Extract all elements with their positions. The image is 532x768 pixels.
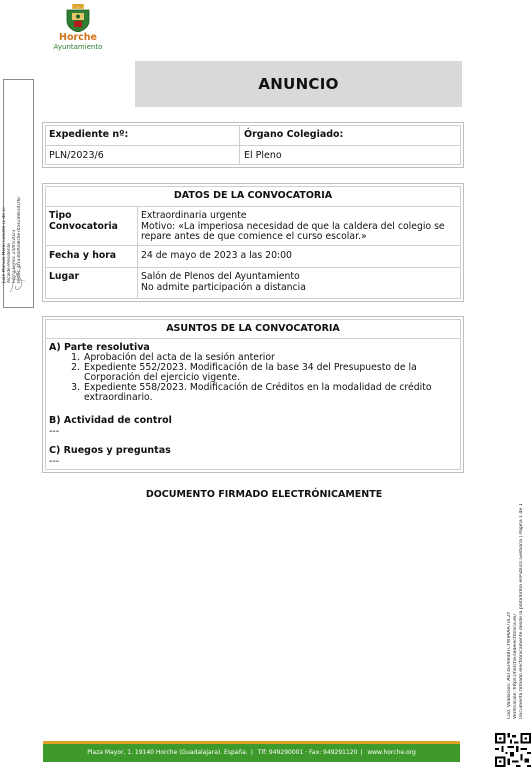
lugar-label: Lugar (49, 271, 80, 282)
tipo-label: Tipo Convocatoria (49, 210, 118, 232)
page-title: ANUNCIO (135, 61, 462, 107)
handwritten-signature (4, 258, 30, 296)
logo-subtitle: Ayuntamiento (53, 43, 103, 51)
ruegos-preguntas-title: C) Ruegos y preguntas (49, 445, 171, 456)
list-item: 1. Aprobación del acta de la sesión anterior (83, 353, 473, 363)
signature-line: Alcalde-Presidente (7, 243, 12, 283)
signature-stamp-text (2, 83, 28, 283)
organo-label: Órgano Colegiado: (244, 129, 344, 140)
horche-logo (50, 4, 106, 54)
asuntos-list (65, 353, 473, 403)
verification-note: Documento firmado electrónicamente desde la plataforma esPublico Gestiona | Página 1 de 1 (519, 503, 524, 719)
fecha-label: Fecha y hora (49, 250, 117, 261)
logo-name: Horche (59, 32, 97, 43)
footer-bar: Plaza Mayor, 1. 19140 Horche (Guadalajara). España. | Tlf: 949290001 · Fax: 949291120 | www.horche.org (43, 741, 460, 762)
verification-url[interactable]: Verificación: https://horche.sedelectronica.es/ (513, 614, 518, 719)
verification-code: Cód. Validación: A6T4EP0948TCYW9KAA7DL2Y (507, 611, 512, 719)
expediente-table (42, 122, 464, 168)
datos-heading: DATOS DE LA CONVOCATORIA (173, 190, 333, 201)
actividad-control-title: B) Actividad de control (49, 415, 172, 426)
parte-resolutiva-title: A) Parte resolutiva (49, 342, 150, 353)
list-item: 3. Expediente 558/2023. Modificación de Créditos en la modalidad de crédito extraordinario. (83, 383, 473, 403)
organo-value: El Pleno (244, 150, 282, 161)
signature-line: Juan Manuel Moral Calvete (1 de 1) (2, 207, 7, 283)
asuntos-heading: ASUNTOS DE LA CONVOCATORIA (166, 323, 340, 334)
actividad-control-value: --- (49, 426, 60, 437)
footer-phone: Tlf: 949290001 · Fax: 949291120 (257, 749, 358, 756)
motivo-text: Motivo: «La imperiosa necesidad de que la caldera del colegio se repare antes de que comience el curso escolar.» (141, 220, 445, 242)
signature-line: Fecha Firma: 24/05/2023 (12, 229, 17, 283)
footer-web-link[interactable]: www.horche.org (367, 749, 416, 756)
qr-code-icon (495, 733, 531, 767)
asuntos-convocatoria-table (42, 316, 464, 473)
list-item: 2. Expediente 552/2023. Modificación de la base 34 del Presupuesto de la Corporación del ejercicio vigente. (83, 363, 473, 383)
verification-text (507, 451, 532, 719)
datos-convocatoria-table (42, 183, 464, 302)
lugar-note: No admite participación a distancia (141, 282, 306, 293)
footer-address: Plaza Mayor, 1. 19140 Horche (Guadalajara). España. (87, 749, 248, 756)
signed-note: DOCUMENTO FIRMADO ELECTRÓNICAMENTE (145, 489, 383, 500)
signature-line: HASH: 4f1a3b8f0d8c6e7b5e2a9b3d1f6c (17, 196, 22, 283)
ruegos-preguntas-value: --- (49, 456, 60, 467)
expediente-label: Expediente nº: (49, 129, 129, 140)
expediente-value: PLN/2023/6 (49, 150, 104, 161)
tipo-value: Extraordinaria urgente (141, 210, 247, 221)
lugar-value: Salón de Plenos del Ayuntamiento (141, 271, 300, 282)
fecha-value: 24 de mayo de 2023 a las 20:00 (141, 250, 292, 261)
coat-of-arms-icon (65, 4, 91, 32)
